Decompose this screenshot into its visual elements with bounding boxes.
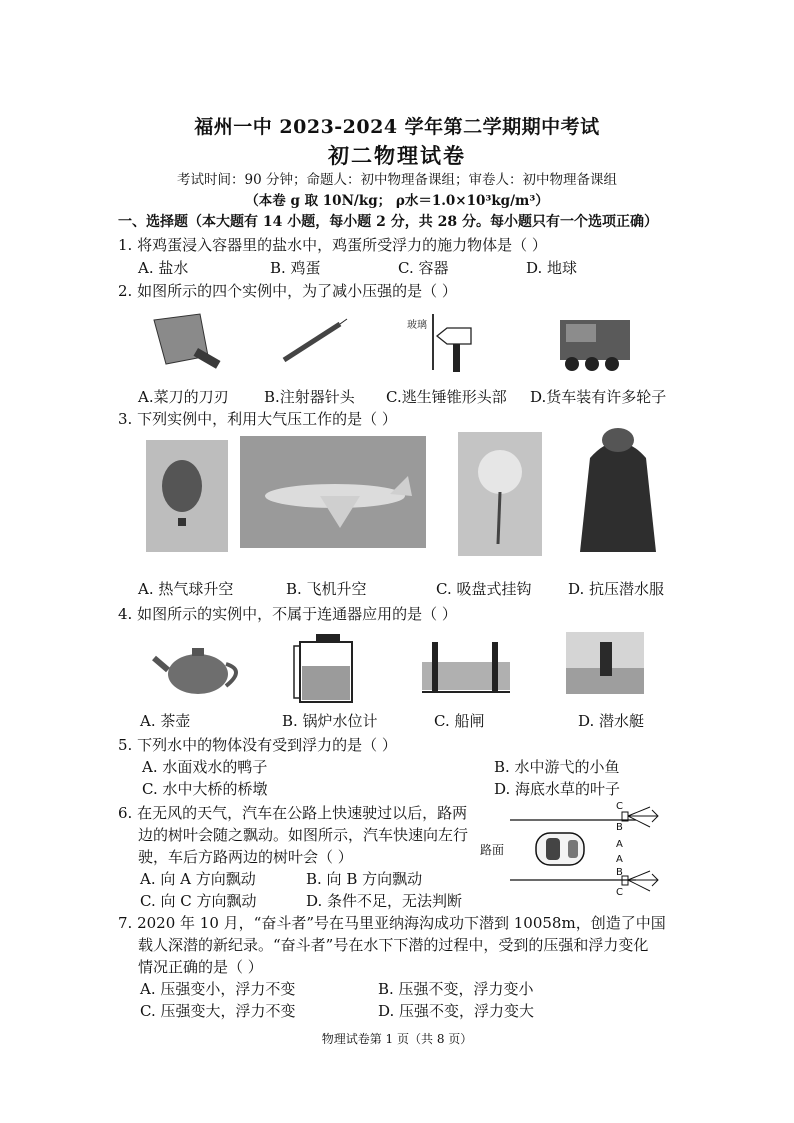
question-1-stem: 1. 将鸡蛋浸入容器里的盐水中，鸡蛋所受浮力的施力物体是（ ） xyxy=(118,236,547,254)
question-4-caption-d: D. 潜水艇 xyxy=(578,712,645,730)
question-5-option-a: A. 水面戏水的鸭子 xyxy=(142,758,268,776)
airplane-image xyxy=(240,436,426,548)
question-2-caption-d: D.货车装有许多轮子 xyxy=(530,388,667,406)
fig-letter-a-bottom: A xyxy=(616,854,623,865)
fig-letter-c-bottom: C xyxy=(616,887,623,896)
question-5-option-b: B. 水中游弋的小鱼 xyxy=(494,758,620,776)
question-3-caption-c: C. 吸盘式挂钩 xyxy=(436,580,532,598)
leaf-top-icon xyxy=(622,807,658,827)
question-6-line-1: 6. 在无风的天气，汽车在公路上快速驶过以后，路两 xyxy=(118,804,468,822)
teapot-image xyxy=(150,636,250,700)
question-4-caption-b: B. 锅炉水位计 xyxy=(282,712,378,730)
fig-letter-b-top: B xyxy=(616,822,623,833)
question-6-line-3: 驶，车后方路两边的树叶会（ ） xyxy=(138,848,353,866)
question-6-line-2: 边的树叶会随之飘动。如图所示，汽车快速向左行 xyxy=(138,826,469,844)
question-7-line-2: 载人深潜的新纪录。“奋斗者”号在水下下潜的过程中，受到的压强和浮力变化 xyxy=(138,936,649,954)
question-4-caption-a: A. 茶壶 xyxy=(140,712,191,730)
exam-constants: （本卷 g 取 10N/kg； ρ水＝1.0×10³kg/m³） xyxy=(245,193,549,209)
truck-image xyxy=(558,314,636,376)
question-7-line-1: 7. 2020 年 10 月，“奋斗者”号在马里亚纳海沟成功下潜到 10058m，创造了中国 xyxy=(118,914,666,932)
fig-letter-a-top: A xyxy=(616,839,623,850)
question-1-option-b: B. 鸡蛋 xyxy=(270,259,321,277)
hot-air-balloon-image xyxy=(146,440,228,552)
question-2-caption-c: C.逃生锤锥形头部 xyxy=(386,388,507,406)
question-4-stem: 4. 如图所示的实例中，不属于连通器应用的是（ ） xyxy=(118,605,457,623)
question-5-option-d: D. 海底水草的叶子 xyxy=(494,780,621,798)
exam-meta: 考试时间：90 分钟；命题人：初中物理备课组；审卷人：初中物理备课组 xyxy=(177,172,617,188)
question-7-line-3: 情况正确的是（ ） xyxy=(138,958,263,976)
question-6-option-b: B. 向 B 方向飘动 xyxy=(306,870,423,888)
question-3-stem: 3. 下列实例中，利用大气压工作的是（ ） xyxy=(118,410,397,428)
question-5-stem: 5. 下列水中的物体没有受到浮力的是（ ） xyxy=(118,736,397,754)
suction-hook-image xyxy=(458,432,542,556)
question-3-caption-a: A. 热气球升空 xyxy=(138,580,234,598)
exam-title: 福州一中 2023-2024 学年第二学期期中考试 xyxy=(194,116,600,138)
question-6-option-d: D. 条件不足，无法判断 xyxy=(306,892,463,910)
road-label: 路面 xyxy=(480,843,505,857)
leaf-bottom-icon xyxy=(622,871,658,891)
page-footer: 物理试卷第 1 页（共 8 页） xyxy=(321,1032,473,1046)
question-7-option-c: C. 压强变大，浮力不变 xyxy=(140,1002,296,1020)
fig-letter-b-bottom: B xyxy=(616,867,623,878)
question-3-caption-b: B. 飞机升空 xyxy=(286,580,367,598)
question-6-option-c: C. 向 C 方向飘动 xyxy=(140,892,257,910)
question-7-option-b: B. 压强不变，浮力变小 xyxy=(378,980,534,998)
syringe-image xyxy=(278,318,348,366)
exam-subtitle: 初二物理试卷 xyxy=(328,143,466,168)
question-7-option-d: D. 压强不变，浮力变大 xyxy=(378,1002,535,1020)
question-2-caption-a: A.菜刀的刀刃 xyxy=(138,388,229,406)
question-6-option-a: A. 向 A 方向飘动 xyxy=(140,870,256,888)
question-7-option-a: A. 压强变小，浮力不变 xyxy=(140,980,296,998)
question-1-option-a: A. 盐水 xyxy=(138,259,189,277)
road-car-diagram xyxy=(476,800,676,896)
section-heading: 一、选择题（本大题有 14 小题，每小题 2 分，共 28 分。每小题只有一个选项正确） xyxy=(118,214,658,230)
question-1-option-d: D. 地球 xyxy=(526,259,578,277)
ship-lock-image xyxy=(418,636,514,696)
question-2-caption-b: B.注射器针头 xyxy=(264,388,355,406)
question-5-option-c: C. 水中大桥的桥墩 xyxy=(142,780,268,798)
question-1-option-c: C. 容器 xyxy=(398,259,449,277)
question-2-stem: 2. 如图所示的四个实例中，为了减小压强的是（ ） xyxy=(118,282,457,300)
cleaver-image xyxy=(148,312,228,372)
diving-suit-image xyxy=(570,418,666,552)
glass-label: 玻璃 xyxy=(407,320,427,331)
car-icon xyxy=(536,833,584,865)
submarine-image xyxy=(566,632,644,694)
safety-hammer-image xyxy=(405,310,485,376)
fig-letter-c-top: C xyxy=(616,801,623,812)
question-4-caption-c: C. 船闸 xyxy=(434,712,485,730)
question-3-caption-d: D. 抗压潜水服 xyxy=(568,580,665,598)
boiler-gauge-image xyxy=(292,632,362,704)
